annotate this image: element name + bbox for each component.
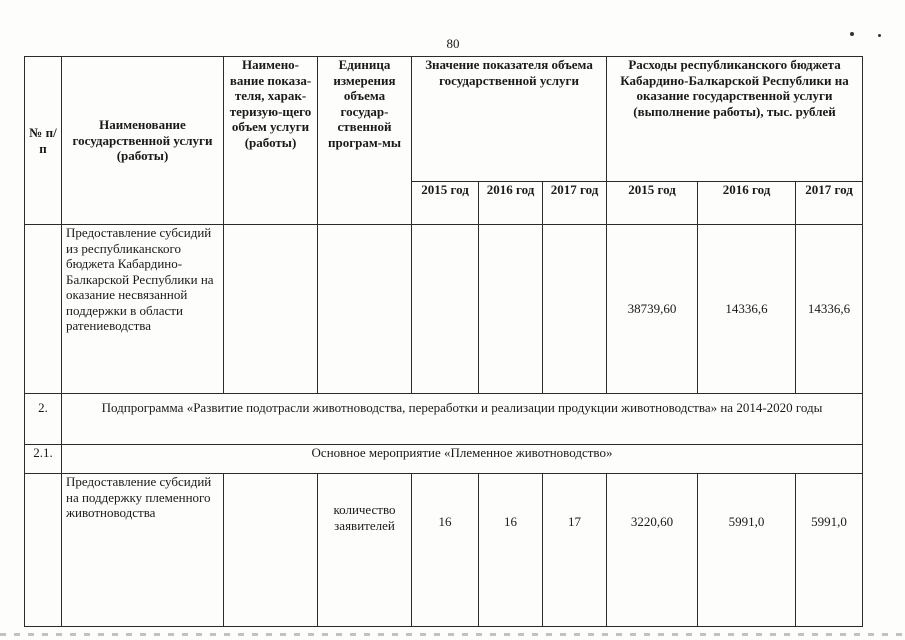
cell-exp-2016: 14336,6 (698, 225, 796, 394)
header-exp-2017: 2017 год (796, 182, 863, 225)
cell-indicator (224, 474, 318, 627)
cell-exp-2015: 3220,60 (607, 474, 698, 627)
cell-num: 2.1. (25, 445, 62, 474)
header-num: № п/п (25, 57, 62, 225)
subprogram-title: Подпрограмма «Развитие подотрасли животноводства, переработки и реализации продукции животноводства» на 2014-2020 годы (62, 394, 863, 445)
cell-exp-2015: 38739,60 (607, 225, 698, 394)
scan-speck (878, 34, 881, 37)
header-vol-2016: 2016 год (479, 182, 543, 225)
header-indicator: Наимено-вание показа-теля, харак-теризую-щего объем услуги (работы) (224, 57, 318, 225)
cell-unit: количество заявителей (318, 474, 412, 627)
cell-vol-2016: 16 (479, 474, 543, 627)
table-row (25, 474, 863, 627)
cell-service-name: Предоставление субсидий на поддержку племенного животноводства (62, 474, 224, 627)
scan-speck (850, 32, 854, 36)
cell-vol-2016 (479, 225, 543, 394)
header-exp-2015: 2015 год (607, 182, 698, 225)
header-unit: Единица измерения объема государ-ственной програм-мы (318, 57, 412, 225)
header-expense-group: Расходы республиканского бюджета Кабардино-Балкарской Республики на оказание государственной услуги (выполнение работы), тыс. рублей (607, 57, 863, 182)
budget-table (24, 56, 863, 627)
cell-vol-2015: 16 (412, 474, 479, 627)
cell-exp-2016: 5991,0 (698, 474, 796, 627)
header-vol-2017: 2017 год (543, 182, 607, 225)
cell-service-name: Предоставление субсидий из республиканского бюджета Кабардино-Балкарской Республики на оказание несвязанной поддержки в области ратениеводства (62, 225, 224, 394)
page-number: 80 (446, 36, 460, 51)
cell-unit (318, 225, 412, 394)
cell-vol-2015 (412, 225, 479, 394)
cell-exp-2017: 14336,6 (796, 225, 863, 394)
header-row-top (25, 57, 863, 182)
cell-num: 2. (25, 394, 62, 445)
table-row (25, 225, 863, 394)
header-service-name: Наименование государственной услуги (работы) (62, 57, 224, 225)
scan-artifact-line (0, 633, 905, 636)
cell-indicator (224, 225, 318, 394)
cell-num (25, 225, 62, 394)
header-vol-2015: 2015 год (412, 182, 479, 225)
cell-exp-2017: 5991,0 (796, 474, 863, 627)
subprogram-row (25, 394, 863, 445)
cell-vol-2017: 17 (543, 474, 607, 627)
header-volume-group: Значение показателя объема государственной услуги (412, 57, 607, 182)
activity-title: Основное мероприятие «Племенное животноводство» (62, 445, 863, 474)
cell-vol-2017 (543, 225, 607, 394)
cell-num (25, 474, 62, 627)
header-exp-2016: 2016 год (698, 182, 796, 225)
activity-row (25, 445, 863, 474)
